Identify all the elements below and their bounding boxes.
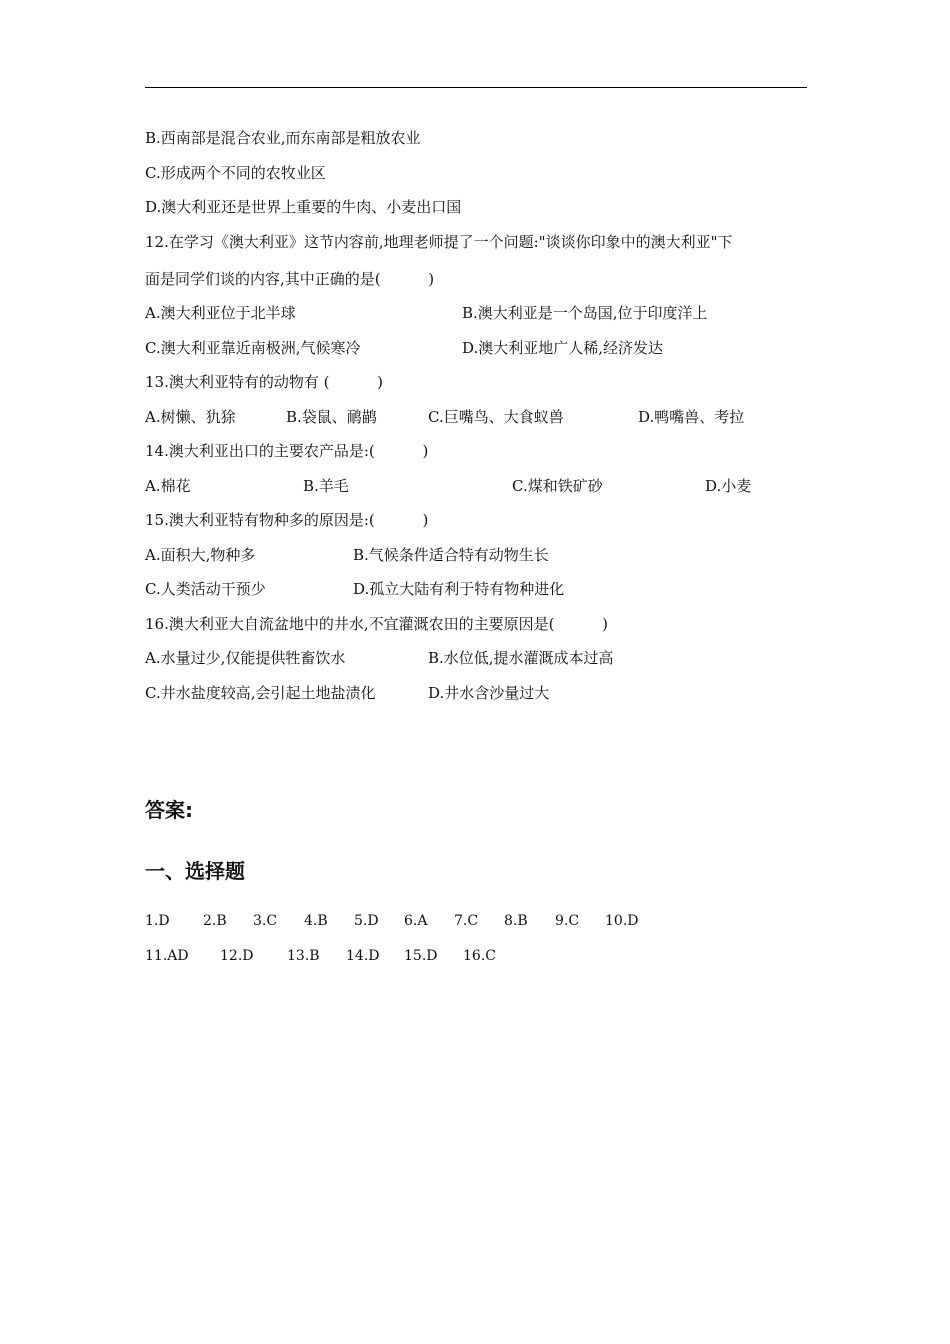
q13-option-d: D.鸭嘴兽、考拉 xyxy=(638,408,745,426)
q16-option-d: D.井水含沙量过大 xyxy=(428,684,550,702)
q14-option-d: D.小麦 xyxy=(705,477,752,495)
q12-option-a: A.澳大利亚位于北半球 xyxy=(145,304,296,322)
answer-item: 12.D xyxy=(220,948,254,964)
q12-option-c: C.澳大利亚靠近南极洲,气候寒冷 xyxy=(145,339,361,357)
q15-stem: 15.澳大利亚特有物种多的原因是:( ) xyxy=(145,511,429,529)
q13-option-b: B.袋鼠、鸸鹋 xyxy=(286,408,377,426)
q15-option-b: B.气候条件适合特有动物生长 xyxy=(353,546,549,564)
answer-item: 11.AD xyxy=(145,948,189,964)
answer-item: 6.A xyxy=(404,913,428,929)
q16-stem: 16.澳大利亚大自流盆地中的井水,不宜灌溉农田的主要原因是( ) xyxy=(145,615,609,633)
header-rule xyxy=(145,87,807,88)
answer-item: 1.D xyxy=(145,913,170,929)
answer-item: 4.B xyxy=(304,913,328,929)
q14-option-b: B.羊毛 xyxy=(303,477,349,495)
answer-item: 16.C xyxy=(463,948,496,964)
answers-section-title: 一、选择题 xyxy=(145,859,245,883)
answer-item: 13.B xyxy=(287,948,320,964)
q12-option-b: B.澳大利亚是一个岛国,位于印度洋上 xyxy=(462,304,708,322)
q15-option-d: D.孤立大陆有利于特有物种进化 xyxy=(353,580,565,598)
q11-option-b: B.西南部是混合农业,而东南部是粗放农业 xyxy=(145,129,421,147)
q14-option-c: C.煤和铁矿砂 xyxy=(512,477,603,495)
q13-stem: 13.澳大利亚特有的动物有 ( ) xyxy=(145,373,384,391)
answer-item: 14.D xyxy=(346,948,380,964)
q12-option-d: D.澳大利亚地广人稀,经济发达 xyxy=(462,339,664,357)
answer-item: 15.D xyxy=(404,948,438,964)
q15-option-c: C.人类活动干预少 xyxy=(145,580,266,598)
q16-option-a: A.水量过少,仅能提供牲畜饮水 xyxy=(145,649,346,667)
answers-heading: 答案: xyxy=(145,798,193,822)
q16-option-c: C.井水盐度较高,会引起土地盐渍化 xyxy=(145,684,376,702)
answer-item: 7.C xyxy=(454,913,479,929)
q12-stem-line2: 面是同学们谈的内容,其中正确的是( ) xyxy=(145,270,435,288)
q14-stem: 14.澳大利亚出口的主要农产品是:( ) xyxy=(145,442,429,460)
answer-item: 5.D xyxy=(354,913,379,929)
q11-option-c: C.形成两个不同的农牧业区 xyxy=(145,164,326,182)
answer-item: 8.B xyxy=(504,913,528,929)
q16-option-b: B.水位低,提水灌溉成本过高 xyxy=(428,649,614,667)
q13-option-a: A.树懒、犰狳 xyxy=(145,408,236,426)
answer-item: 3.C xyxy=(253,913,278,929)
q11-option-d: D.澳大利亚还是世界上重要的牛肉、小麦出口国 xyxy=(145,198,462,216)
answer-item: 10.D xyxy=(605,913,639,929)
q14-option-a: A.棉花 xyxy=(145,477,191,495)
answer-item: 2.B xyxy=(203,913,227,929)
q13-option-c: C.巨嘴鸟、大食蚁兽 xyxy=(428,408,564,426)
answer-item: 9.C xyxy=(555,913,580,929)
q12-stem-line1: 12.在学习《澳大利亚》这节内容前,地理老师提了一个问题:"谈谈你印象中的澳大利亚"下 xyxy=(145,233,733,251)
q15-option-a: A.面积大,物种多 xyxy=(145,546,256,564)
